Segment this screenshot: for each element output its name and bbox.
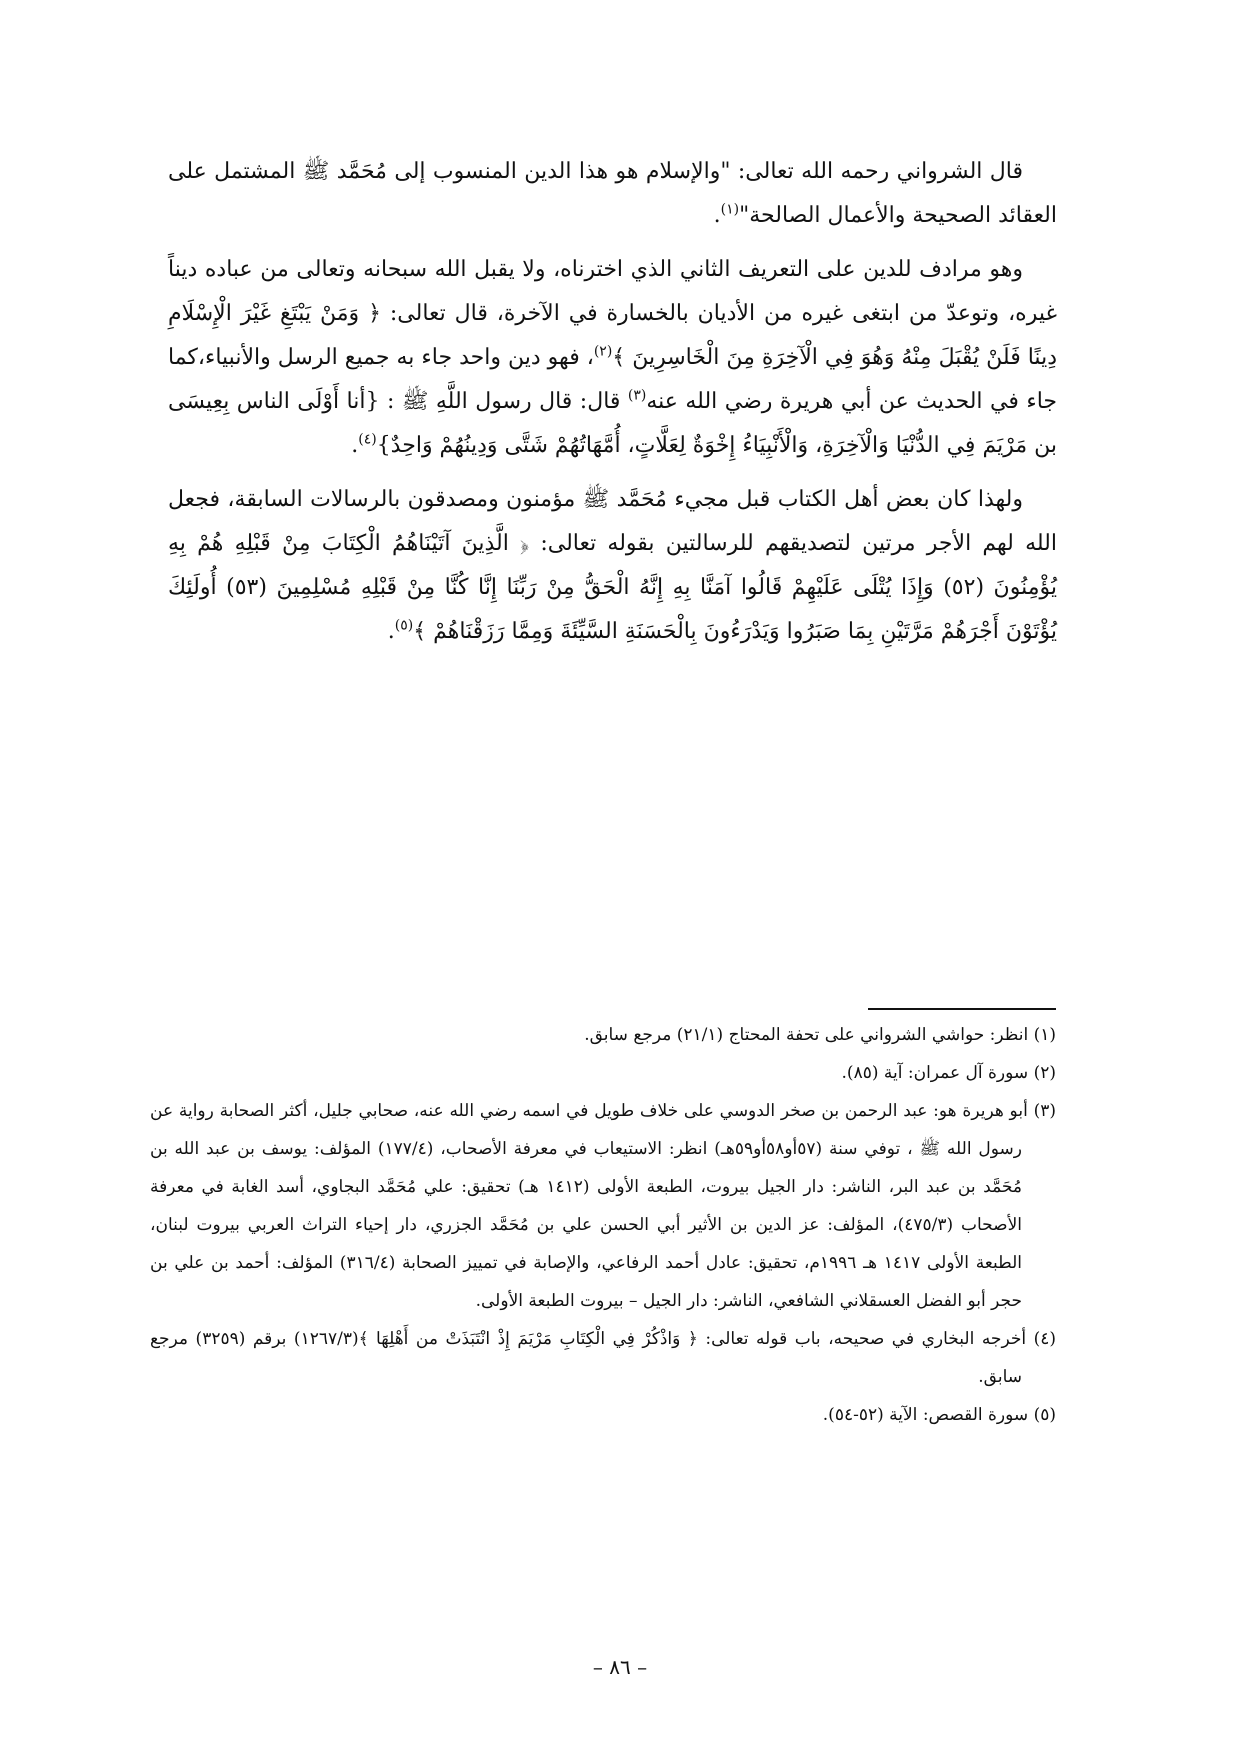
page-number: – ٨٦ – xyxy=(592,1655,648,1679)
footnote-number: (٤) xyxy=(1033,1329,1056,1349)
paragraph-text-continued: ، فهو دين واحد جاء به جميع الرسل والأنبياء،كما جاء في الحديث عن أبي هريرة رضي الله عنه xyxy=(168,345,1057,414)
footnote-text: سورة آل عمران: آية (٨٥). xyxy=(841,1063,1029,1083)
paragraph-end: . xyxy=(387,619,395,644)
footnote-ref-3[interactable]: (٣) xyxy=(627,387,647,404)
footnote-number: (٥) xyxy=(1033,1405,1056,1425)
paragraph-3 xyxy=(168,478,1057,654)
footnote-ref-5[interactable]: (٥) xyxy=(394,617,414,634)
footnote-text: أبو هريرة هو: عبد الرحمن بن صخر الدوسي على خلاف طويل في اسمه رضي الله عنه، صحابي جليل، أكثر الصحابة رواية عن رسول الله ﷺ ، توفي سنة (٥٧أو٥٨أو٥٩هـ) انظر: الاستيعاب في معرفة الأصحاب، (١٧٧/٤) المؤلف: يوسف بن عبد الله بن مُحَمَّد بن عبد البر، الناشر: دار الجيل بيروت، الطبعة الأولى (١٤١٢ هـ) تحقيق: علي مُحَمَّد البجاوي، أسد الغابة في معرفة الأصحاب (٤٧٥/٣)، المؤلف: عز الدين بن الأثير أبي الحسن علي بن مُحَمَّد الجزري، دار إحياء التراث العربي بيروت لبنان، الطبعة الأولى ١٤١٧ هـ ١٩٩٦م، تحقيق: عادل أحمد الرفاعي، والإصابة في تمييز الصحابة (٣١٦/٤) المؤلف: أحمد بن علي بن حجر أبو الفضل العسقلاني الشافعي، الناشر: دار الجيل – بيروت الطبعة الأولى. xyxy=(150,1101,1028,1311)
paragraph-text: ولهذا كان بعض أهل الكتاب قبل مجيء مُحَمَّد ﷺ مؤمنون ومصدقون بالرسالات السابقة، فجعل الله لهم الأجر مرتين لتصديقهم للرسالتين بقوله تعالى: ﴿ الَّذِينَ آتَيْنَاهُمُ الْكِتَابَ مِنْ قَبْلِهِ هُمْ بِهِ يُؤْمِنُونَ (٥٢) وَإِذَا يُتْلَى عَلَيْهِمْ قَالُوا آمَنَّا بِهِ إِنَّهُ الْحَقُّ مِنْ رَبِّنَا إِنَّا كُنَّا مِنْ قَبْلِهِ مُسْلِمِينَ (٥٣) أُولَئِكَ يُؤْتَوْنَ أَجْرَهُمْ مَرَّتَيْنِ بِمَا صَبَرُوا وَيَدْرَءُونَ بِالْحَسَنَةِ السَّيِّئَةَ وَمِمَّا رَزَقْنَاهُمْ ﴾ xyxy=(168,487,1057,644)
footnote-ref-1[interactable]: (١) xyxy=(720,201,740,218)
footnote-text: أخرجه البخاري في صحيحه، باب قوله تعالى: ﴿ وَاذْكُرْ فِي الْكِتَابِ مَرْيَمَ إِذْ انْتَبَذَتْ من أَهْلِهَا ﴾(١٢٦٧/٣) برقم (٣٢٥٩) مرجع سابق. xyxy=(150,1329,1027,1387)
footnote-2 xyxy=(150,1054,1056,1092)
footnotes-section xyxy=(150,1016,1056,1434)
footnote-4 xyxy=(150,1320,1056,1396)
paragraph-end: . xyxy=(713,203,721,228)
footnote-1 xyxy=(150,1016,1056,1054)
footnote-number: (٣) xyxy=(1033,1101,1056,1121)
paragraph-text: وهو مرادف للدين على التعريف الثاني الذي اخترناه، ولا يقبل الله سبحانه وتعالى من عباده ديناً غيره، وتوعدّ من ابتغى غيره من الأديان بالخسارة في الآخرة، قال تعالى: ﴿ وَمَنْ يَبْتَغِ غَيْرَ الْإِسْلَامِ دِينًا فَلَنْ يُقْبَلَ مِنْهُ وَهُوَ فِي الْآخِرَةِ مِنَ الْخَاسِرِينَ ﴾ xyxy=(168,257,1057,370)
footnote-text: انظر: حواشي الشرواني على تحفة المحتاج (٢١/١) مرجع سابق. xyxy=(584,1025,1029,1045)
paragraph-1 xyxy=(168,150,1057,238)
footnote-separator xyxy=(868,1008,1056,1010)
footnote-ref-2[interactable]: (٢) xyxy=(593,343,613,360)
paragraph-text: قال الشرواني رحمه الله تعالى: "والإسلام هو هذا الدين المنسوب إلى مُحَمَّد ﷺ المشتمل على العقائد الصحيحة والأعمال الصالحة" xyxy=(168,159,1057,228)
footnote-5 xyxy=(150,1396,1056,1434)
hadith-text: قال: قال رسول اللَّهِ ﷺ : {أنا أَوْلَى الناس بِعِيسَى بن مَرْيَمَ فِي الدُّنْيَا وَالْآخِرَةِ، وَالْأَنْبِيَاءُ إِخْوَةٌ لِعَلَّاتٍ، أُمَّهَاتُهُمْ شَتَّى وَدِينُهُمْ وَاحِدٌ} xyxy=(168,389,1057,458)
footnote-number: (١) xyxy=(1033,1025,1056,1045)
paragraph-2 xyxy=(168,248,1057,468)
footnote-text: سورة القصص: الآية (٥٢-٥٤). xyxy=(822,1405,1029,1425)
main-text xyxy=(168,150,1057,664)
footnote-number: (٢) xyxy=(1033,1063,1056,1083)
paragraph-end: . xyxy=(351,433,359,458)
footnote-ref-4[interactable]: (٤) xyxy=(358,431,377,448)
footnote-3 xyxy=(150,1092,1056,1320)
